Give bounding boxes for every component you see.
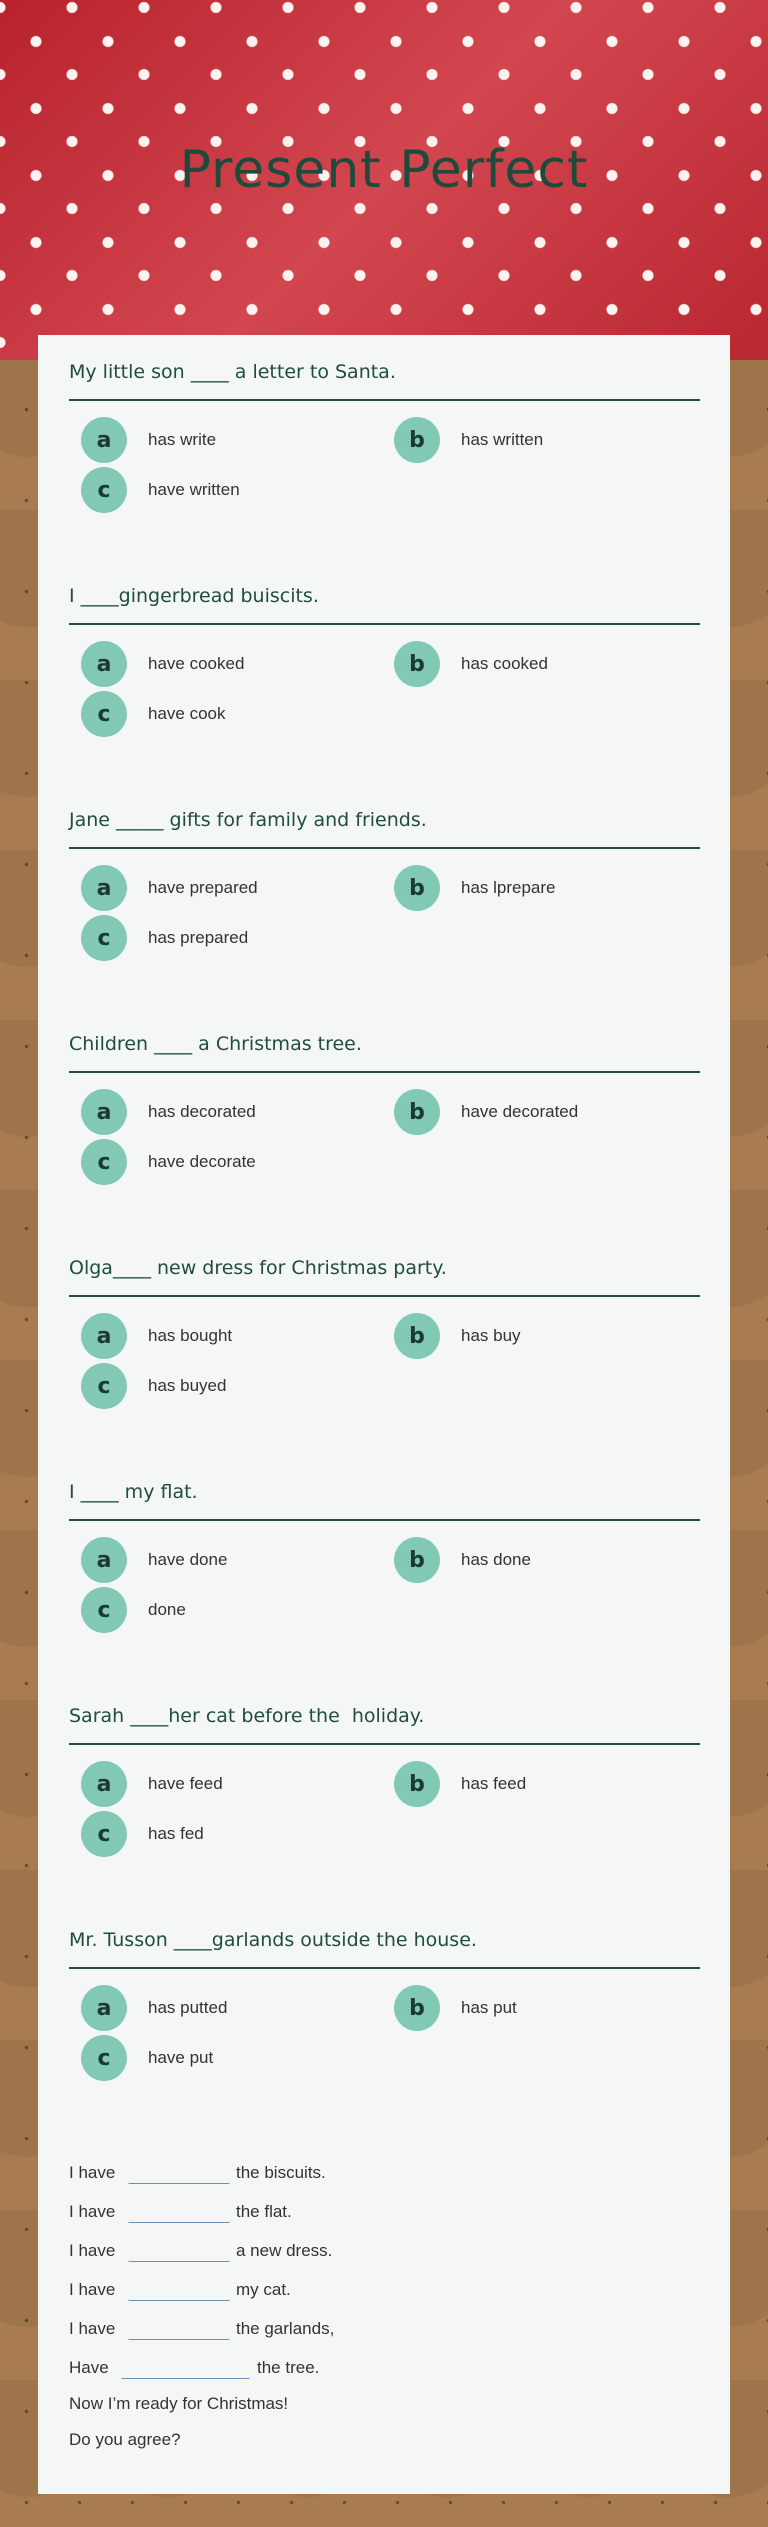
option-label: have put [148, 2048, 214, 2067]
question-text: Sarah ____her cat before the holiday. [69, 1705, 425, 1727]
answer-option-a[interactable] [81, 1537, 227, 1583]
answer-option-b[interactable] [394, 417, 543, 463]
option-letter-a[interactable]: a [81, 1985, 127, 2031]
question-block [69, 1929, 700, 2143]
question-divider [69, 1071, 700, 1073]
answer-option-a[interactable] [81, 417, 216, 463]
option-letter-c[interactable]: c [81, 1363, 127, 1409]
fill-in-row [69, 2317, 669, 2341]
closing-text: Do you agree? [69, 2430, 181, 2449]
answer-option-b[interactable] [394, 1761, 526, 1807]
option-letter-c[interactable]: c [81, 1587, 127, 1633]
question-divider [69, 399, 700, 401]
answer-blank-input[interactable] [121, 2354, 250, 2379]
question-block [69, 809, 700, 1023]
row-suffix: a new dress. [236, 2241, 333, 2260]
option-letter-a[interactable]: a [81, 1537, 127, 1583]
answer-blank-input[interactable] [128, 2315, 230, 2340]
option-letter-c[interactable]: c [81, 467, 127, 513]
row-prefix: I have [69, 2241, 116, 2260]
option-label: has done [461, 1550, 531, 1569]
question-text: My little son ____ a letter to Santa. [69, 361, 396, 383]
fill-in-row [69, 2356, 669, 2380]
option-label: has prepared [148, 928, 249, 947]
question-text: Mr. Tusson ____garlands outside the house. [69, 1929, 477, 1951]
option-label: done [148, 1600, 186, 1619]
answer-option-c[interactable] [81, 1587, 186, 1633]
option-letter-c[interactable]: c [81, 1811, 127, 1857]
option-letter-b[interactable]: b [394, 1761, 440, 1807]
option-letter-b[interactable]: b [394, 1313, 440, 1359]
answer-option-c[interactable] [81, 1139, 256, 1185]
row-prefix: Have [69, 2358, 109, 2377]
answer-blank-input[interactable] [128, 2198, 230, 2223]
option-label: has buy [461, 1326, 521, 1345]
row-prefix: I have [69, 2280, 116, 2299]
option-label: have feed [148, 1774, 223, 1793]
row-prefix: I have [69, 2163, 116, 2182]
question-text: Children ____ a Christmas tree. [69, 1033, 362, 1055]
option-label: has lprepare [461, 878, 556, 897]
option-label: have prepared [148, 878, 258, 897]
answer-option-c[interactable] [81, 467, 240, 513]
option-label: have done [148, 1550, 228, 1569]
answer-option-c[interactable] [81, 915, 248, 961]
row-suffix: the garlands, [236, 2319, 335, 2338]
row-prefix: I have [69, 2202, 116, 2221]
row-suffix: the flat. [236, 2202, 292, 2221]
option-letter-b[interactable]: b [394, 641, 440, 687]
answer-option-a[interactable] [81, 641, 244, 687]
question-block [69, 585, 700, 799]
row-suffix: the tree. [257, 2358, 320, 2377]
question-block [69, 1257, 700, 1471]
page-title: Present Perfect [179, 140, 589, 200]
question-block [69, 1481, 700, 1695]
answer-option-c[interactable] [81, 1363, 226, 1409]
row-prefix: I have [69, 2319, 116, 2338]
answer-option-a[interactable] [81, 1985, 227, 2031]
option-label: has buyed [148, 1376, 227, 1395]
option-letter-b[interactable]: b [394, 1985, 440, 2031]
option-letter-a[interactable]: a [81, 1313, 127, 1359]
option-label: has written [461, 430, 544, 449]
answer-option-a[interactable] [81, 1089, 256, 1135]
option-letter-a[interactable]: a [81, 1089, 127, 1135]
option-letter-c[interactable]: c [81, 1139, 127, 1185]
question-divider [69, 1519, 700, 1521]
answer-blank-input[interactable] [128, 2276, 230, 2301]
option-label: has put [461, 1998, 517, 2017]
closing-text: Now I’m ready for Christmas! [69, 2394, 289, 2413]
answer-option-a[interactable] [81, 865, 258, 911]
option-label: has decorated [148, 1102, 256, 1121]
answer-option-b[interactable] [394, 1537, 531, 1583]
option-letter-b[interactable]: b [394, 417, 440, 463]
answer-option-a[interactable] [81, 1761, 223, 1807]
header-banner [0, 0, 768, 360]
worksheet-card [38, 335, 730, 2494]
question-block [69, 1705, 700, 1919]
option-label: has write [148, 430, 217, 449]
question-text: I ____gingerbread buiscits. [69, 585, 319, 607]
answer-option-b[interactable] [394, 641, 548, 687]
question-text: I ____ my flat. [69, 1481, 198, 1503]
option-letter-a[interactable]: a [81, 641, 127, 687]
option-letter-b[interactable]: b [394, 1089, 440, 1135]
option-label: have decorate [148, 1152, 256, 1171]
question-divider [69, 847, 700, 849]
option-label: have cooked [148, 654, 245, 673]
answer-option-b[interactable] [394, 1089, 578, 1135]
option-letter-b[interactable]: b [394, 1537, 440, 1583]
option-letter-c[interactable]: c [81, 2035, 127, 2081]
option-letter-a[interactable]: a [81, 865, 127, 911]
question-text: Jane _____ gifts for family and friends. [69, 809, 427, 831]
answer-blank-input[interactable] [128, 2159, 230, 2184]
option-label: has cooked [461, 654, 548, 673]
option-label: have cook [148, 704, 226, 723]
answer-option-c[interactable] [81, 691, 226, 737]
fill-in-row [69, 2200, 669, 2224]
answer-option-b[interactable] [394, 1985, 517, 2031]
option-label: has bought [148, 1326, 233, 1345]
option-letter-a[interactable]: a [81, 417, 127, 463]
fill-in-row [69, 2278, 669, 2302]
fill-in-row [69, 2161, 669, 2185]
option-label: has fed [148, 1824, 204, 1843]
option-letter-a[interactable]: a [81, 1761, 127, 1807]
answer-option-b[interactable] [394, 1313, 521, 1359]
answer-option-c[interactable] [81, 1811, 204, 1857]
answer-option-c[interactable] [81, 2035, 213, 2081]
fill-in-row [69, 2239, 669, 2263]
option-label: has feed [461, 1774, 527, 1793]
answer-option-a[interactable] [81, 1313, 232, 1359]
row-suffix: the biscuits. [236, 2163, 326, 2182]
question-block [69, 361, 700, 575]
option-label: have decorated [461, 1102, 579, 1121]
row-suffix: my cat. [236, 2280, 291, 2299]
question-block [69, 1033, 700, 1247]
option-letter-b[interactable]: b [394, 865, 440, 911]
question-divider [69, 1295, 700, 1297]
option-letter-c[interactable]: c [81, 915, 127, 961]
question-divider [69, 623, 700, 625]
option-label: has putted [148, 1998, 228, 2017]
answer-option-b[interactable] [394, 865, 556, 911]
answer-blank-input[interactable] [128, 2237, 230, 2262]
question-divider [69, 1967, 700, 1969]
option-label: have written [148, 480, 240, 499]
question-divider [69, 1743, 700, 1745]
option-letter-c[interactable]: c [81, 691, 127, 737]
question-text: Olga____ new dress for Christmas party. [69, 1257, 447, 1279]
